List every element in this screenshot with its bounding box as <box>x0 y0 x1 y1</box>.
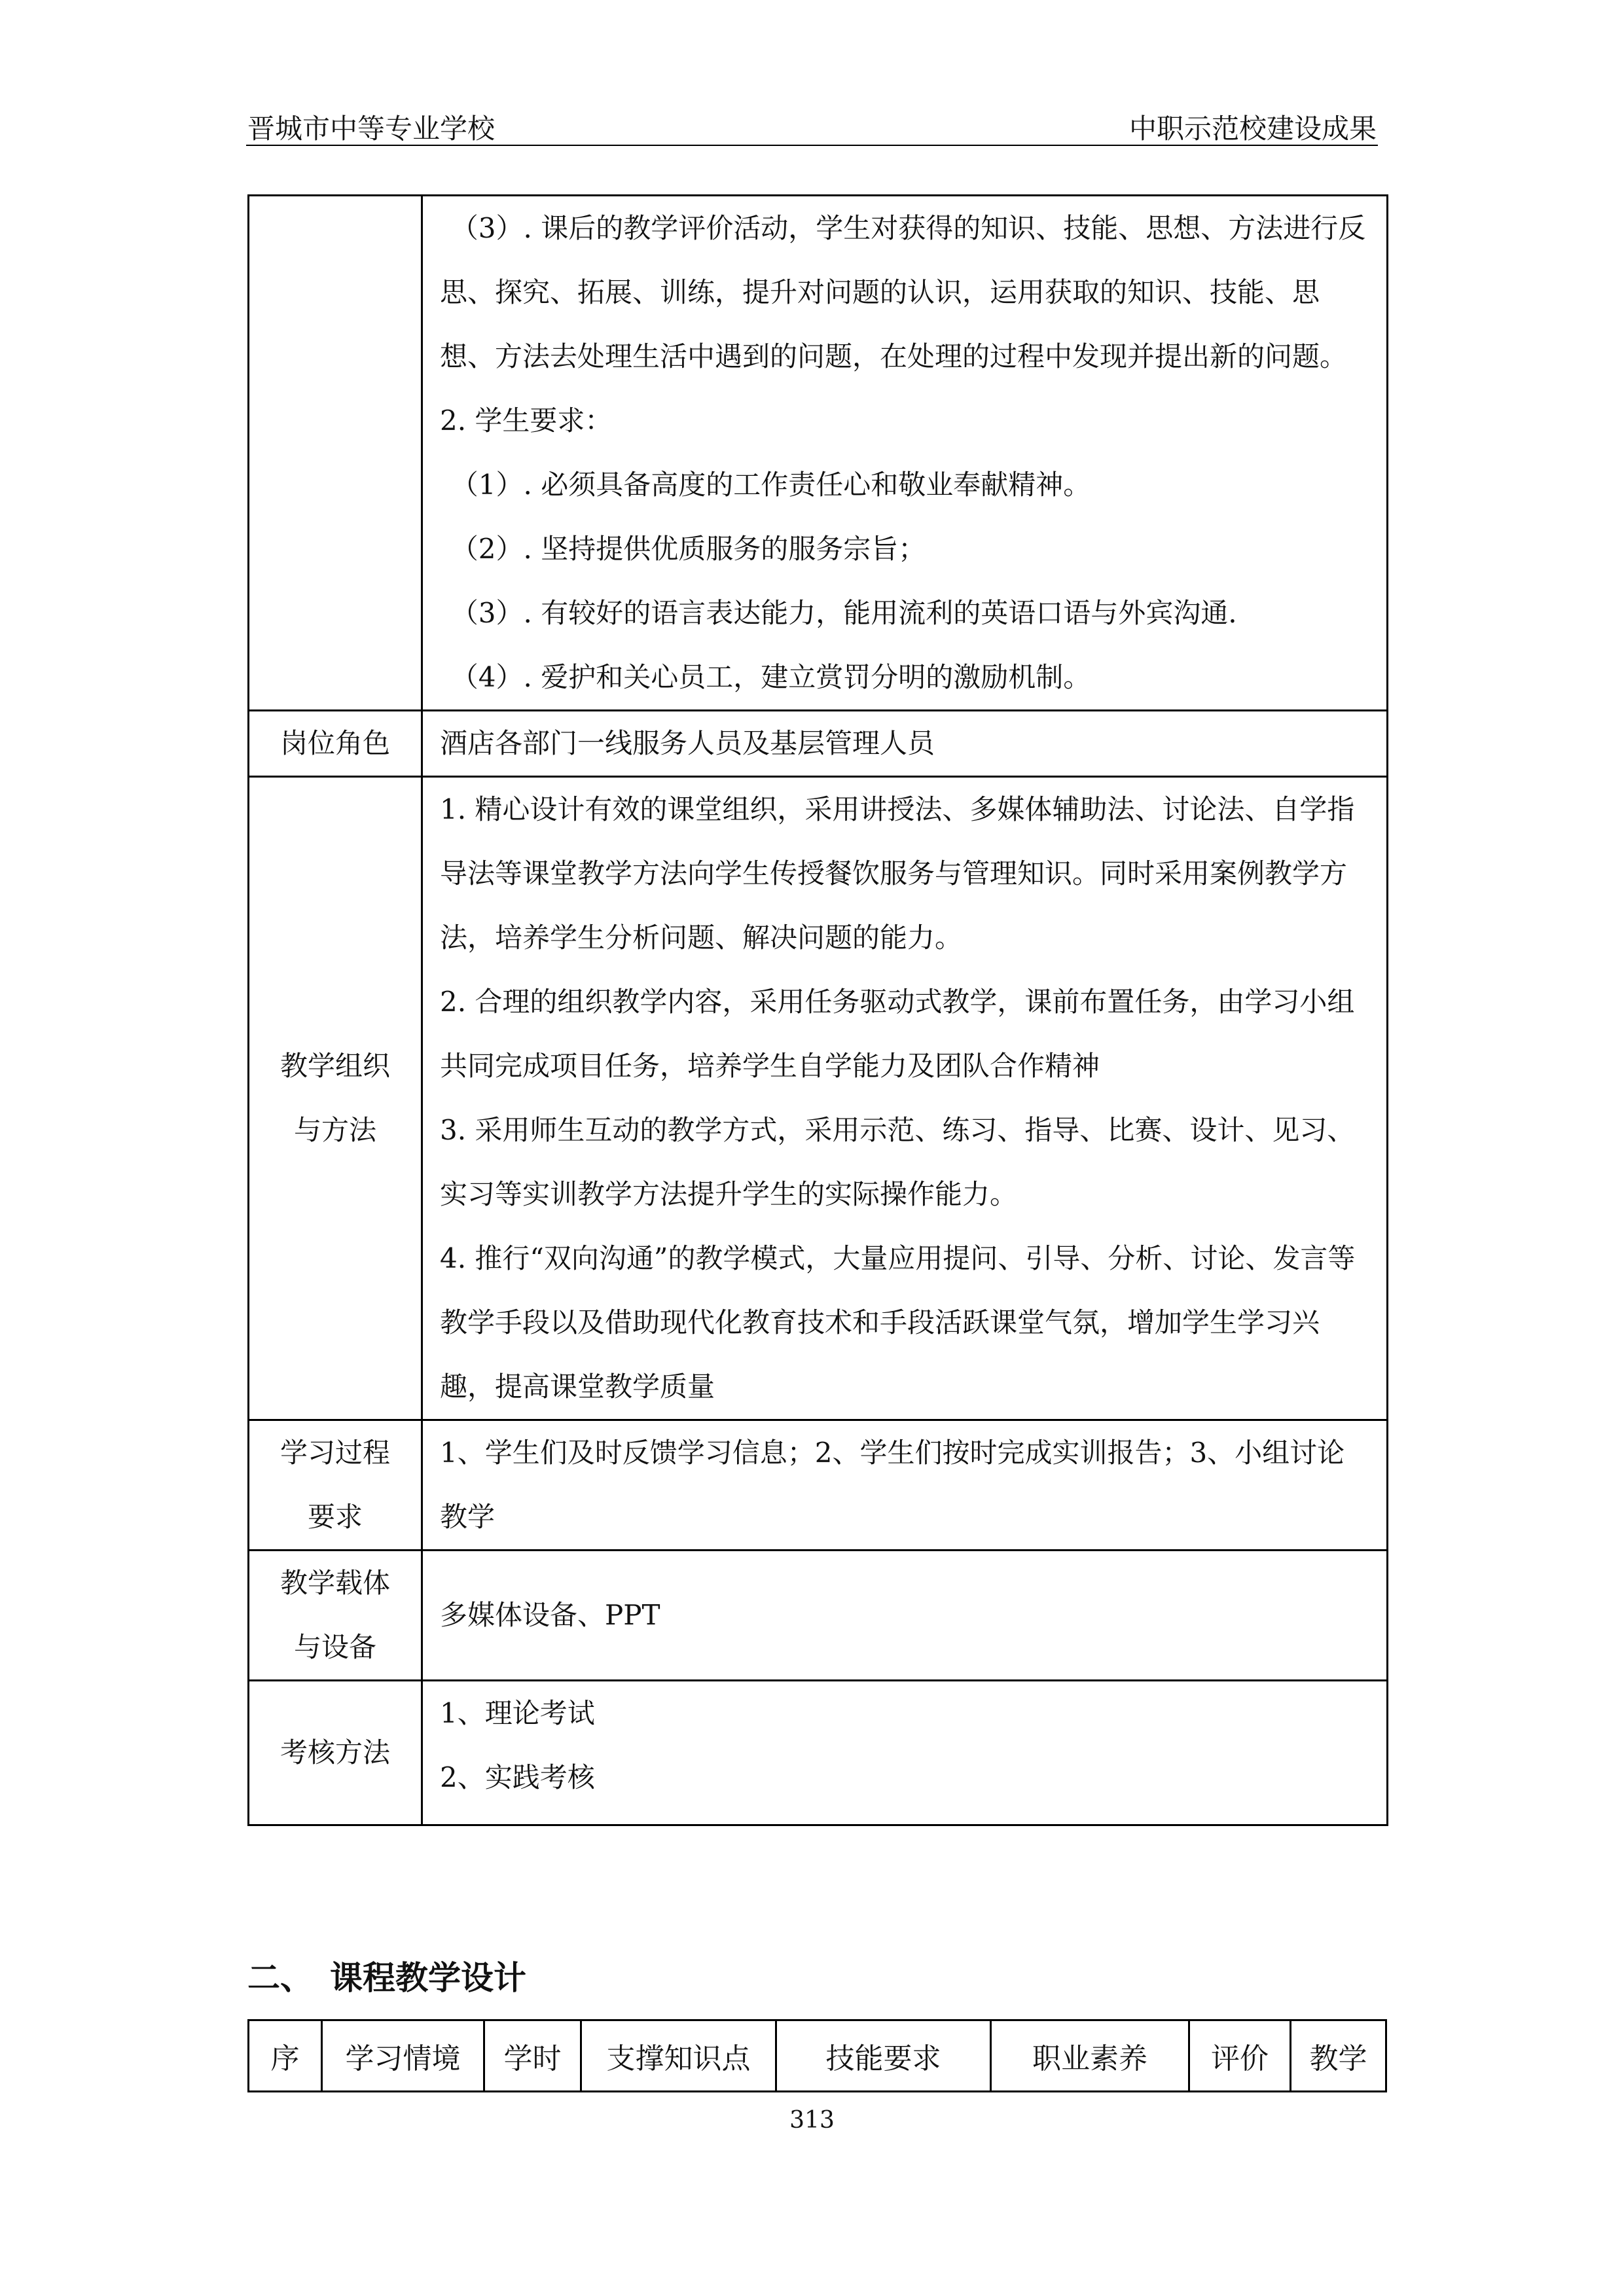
table-row-learning-process <box>249 1420 1388 1551</box>
table-row-student-requirements <box>249 196 1388 711</box>
label-line: 教学载体 <box>280 1567 390 1599</box>
paragraph: （3）. 课后的教学评价活动，学生对获得的知识、技能、思想、方法进行反思、探究、拓展、训练，提升对问题的认识，运用获取的知识、技能、思想、方法去处理生活中遇到的问题，在处理的过程中发现并提出新的问题。 <box>440 212 1366 372</box>
empty-label-cell <box>249 196 422 711</box>
section-title: 课程教学设计 <box>330 1959 526 1997</box>
section-number: 二、 <box>247 1959 313 1997</box>
method-content <box>422 777 1388 1420</box>
role-label: 岗位角色 <box>249 711 422 777</box>
table-row-teaching-carrier <box>249 1551 1388 1681</box>
header-divider <box>246 145 1378 146</box>
paragraph: （3）. 有较好的语言表达能力，能用流利的英语口语与外宾沟通. <box>450 597 1237 629</box>
label-line: 学习过程 <box>280 1437 390 1469</box>
column-header: 支撑知识点 <box>581 2020 776 2092</box>
paragraph: （4）. 爱护和关心员工，建立赏罚分明的激励机制。 <box>450 661 1091 693</box>
table-header-row <box>249 2020 1386 2092</box>
course-info-table <box>247 194 1388 1826</box>
table-row-teaching-method <box>249 777 1388 1420</box>
paragraph: 多媒体设备、PPT <box>440 1599 660 1631</box>
paragraph: （1）. 必须具备高度的工作责任心和敬业奉献精神。 <box>450 469 1091 501</box>
method-label <box>249 777 422 1420</box>
label-line: 与设备 <box>293 1631 376 1663</box>
header-doc-title: 中职示范校建设成果 <box>1128 113 1377 145</box>
role-content <box>422 711 1388 777</box>
column-header: 序 <box>249 2020 322 2092</box>
paragraph: 1. 精心设计有效的课堂组织，采用讲授法、多媒体辅助法、讨论法、自学指导法等课堂教学方法向学生传授餐饮服务与管理知识。同时采用案例教学方法，培养学生分析问题、解决问题的能力。 <box>440 793 1355 954</box>
assessment-label: 考核方法 <box>249 1681 422 1825</box>
paragraph: 1、理论考试 <box>440 1697 595 1729</box>
column-header: 学时 <box>484 2020 581 2092</box>
table-row-role <box>249 711 1388 777</box>
paragraph: 2. 学生要求： <box>440 404 613 437</box>
page-number: 313 <box>789 2107 835 2134</box>
process-content <box>422 1420 1388 1551</box>
column-header: 学习情境 <box>322 2020 484 2092</box>
column-header: 教学 <box>1291 2020 1386 2092</box>
label-line: 教学组织 <box>280 1050 390 1082</box>
section-heading <box>247 1957 526 1999</box>
header-school-name: 晋城市中等专业学校 <box>247 113 496 145</box>
paragraph: 酒店各部门一线服务人员及基层管理人员 <box>440 727 935 759</box>
label-line: 要求 <box>307 1501 363 1533</box>
course-design-table <box>247 2019 1387 2092</box>
process-label <box>249 1420 422 1551</box>
paragraph: 4. 推行“双向沟通”的教学模式，大量应用提问、引导、分析、讨论、发言等教学手段以及借助现代化教育技术和手段活跃课堂气氛，增加学生学习兴趣，提高课堂教学质量 <box>440 1242 1356 1403</box>
assessment-content <box>422 1681 1388 1825</box>
paragraph: （2）. 坚持提供优质服务的服务宗旨； <box>450 533 926 565</box>
paragraph: 2、实践考核 <box>440 1761 595 1793</box>
carrier-label <box>249 1551 422 1681</box>
paragraph: 3. 采用师生互动的教学方式，采用示范、练习、指导、比赛、设计、见习、实习等实训教学方法提升学生的实际操作能力。 <box>440 1114 1355 1210</box>
paragraph: 2. 合理的组织教学内容，采用任务驱动式教学，课前布置任务，由学习小组共同完成项目任务，培养学生自学能力及团队合作精神 <box>440 986 1355 1082</box>
table-row-assessment <box>249 1681 1388 1825</box>
column-header: 评价 <box>1189 2020 1291 2092</box>
column-header: 技能要求 <box>776 2020 991 2092</box>
label-line: 与方法 <box>293 1114 376 1146</box>
carrier-content <box>422 1551 1388 1681</box>
paragraph: 1、学生们及时反馈学习信息；2、学生们按时完成实训报告；3、小组讨论教学 <box>440 1437 1345 1533</box>
requirements-content-cell <box>422 196 1388 711</box>
column-header: 职业素养 <box>991 2020 1189 2092</box>
